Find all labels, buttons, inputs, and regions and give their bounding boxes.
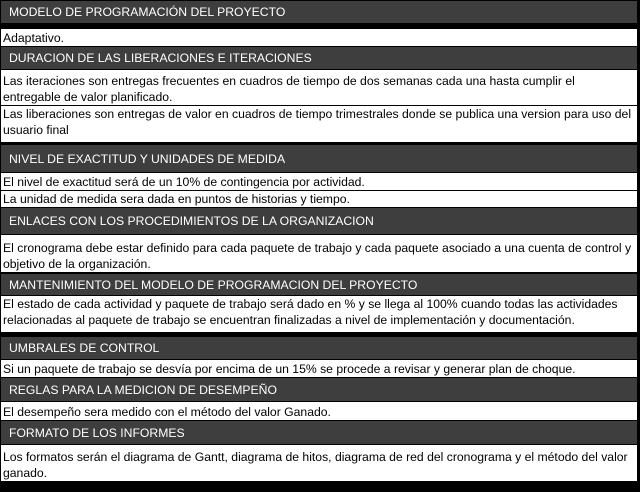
section-row-liberaciones <box>1 106 637 142</box>
row-text: Las iteraciones son entregas frecuentes en cuadros de tiempo de dos semanas cada una hasta cumplir el entregable de valor planificado. <box>3 74 575 104</box>
section-row-unidad-medida <box>1 191 637 207</box>
section-header-modelo-programacion <box>1 1 637 23</box>
section-header-umbrales-control <box>1 337 637 359</box>
section-title: REGLAS PARA LA MEDICION DE DESEMPEÑO <box>9 382 277 397</box>
section-title: NIVEL DE EXACTITUD Y UNIDADES DE MEDIDA <box>9 151 286 166</box>
section-header-duracion-liberaciones <box>1 47 637 69</box>
section-title: UMBRALES DE CONTROL <box>9 341 160 355</box>
row-text: Adaptativo. <box>3 31 64 45</box>
section-header-formato-informes <box>1 421 637 444</box>
section-header-nivel-exactitud <box>1 145 637 172</box>
row-text: El nivel de exactitud será de un 10% de contingencia por actividad. <box>3 175 365 189</box>
section-title: MANTENIMIENTO DEL MODELO DE PROGRAMACION DEL PROYECTO <box>9 277 418 292</box>
section-header-mantenimiento-modelo <box>1 274 637 295</box>
row-text: El cronograma debe estar definido para cada paquete de trabajo y cada paquete asociado a una cuenta de control y objetivo de la organización. <box>3 241 632 271</box>
section-row-cronograma <box>1 235 637 272</box>
row-text: El desempeño sera medido con el método del valor Ganado. <box>3 405 331 419</box>
section-title: DURACION DE LAS LIBERACIONES E ITERACIONES <box>9 51 312 65</box>
section-header-reglas-desempeno <box>1 378 637 401</box>
section-row-umbrales <box>1 360 637 377</box>
section-header-enlaces-procedimientos <box>1 208 637 234</box>
row-text: Si un paquete de trabajo se desvía por encima de un 15% se procede a revisar y generar plan de choque. <box>3 362 576 376</box>
row-text: El estado de cada actividad y paquete de trabajo será dado en % y se llega al 100% cuando todas las actividades relacionadas al paquete de trabajo se encuentran finalizadas a nivel de implementación y documentación. <box>3 297 618 327</box>
row-text: La unidad de medida sera dada en puntos de historias y tiempo. <box>3 192 350 206</box>
section-title: FORMATO DE LOS INFORMES <box>9 425 185 440</box>
section-row-iteraciones <box>1 70 637 105</box>
section-row-nivel-exactitud <box>1 173 637 190</box>
section-title: ENLACES CON LOS PROCEDIMIENTOS DE LA ORGANIZACION <box>9 214 374 228</box>
section-title: MODELO DE PROGRAMACIÓN DEL PROYECTO <box>9 5 286 19</box>
section-row-desempeno <box>1 402 637 420</box>
section-row-formatos <box>1 445 637 481</box>
section-row-modelo-adaptativo <box>1 29 637 46</box>
row-text: Las liberaciones son entregas de valor en cuadros de tiempo trimestrales donde se publica una version para uso del usuario final <box>3 107 632 137</box>
section-row-estado-actividad <box>1 296 637 332</box>
row-text: Los formatos serán el diagrama de Gantt, diagrama de hitos, diagrama de red del cronograma y el método del valor ganado. <box>3 450 628 480</box>
